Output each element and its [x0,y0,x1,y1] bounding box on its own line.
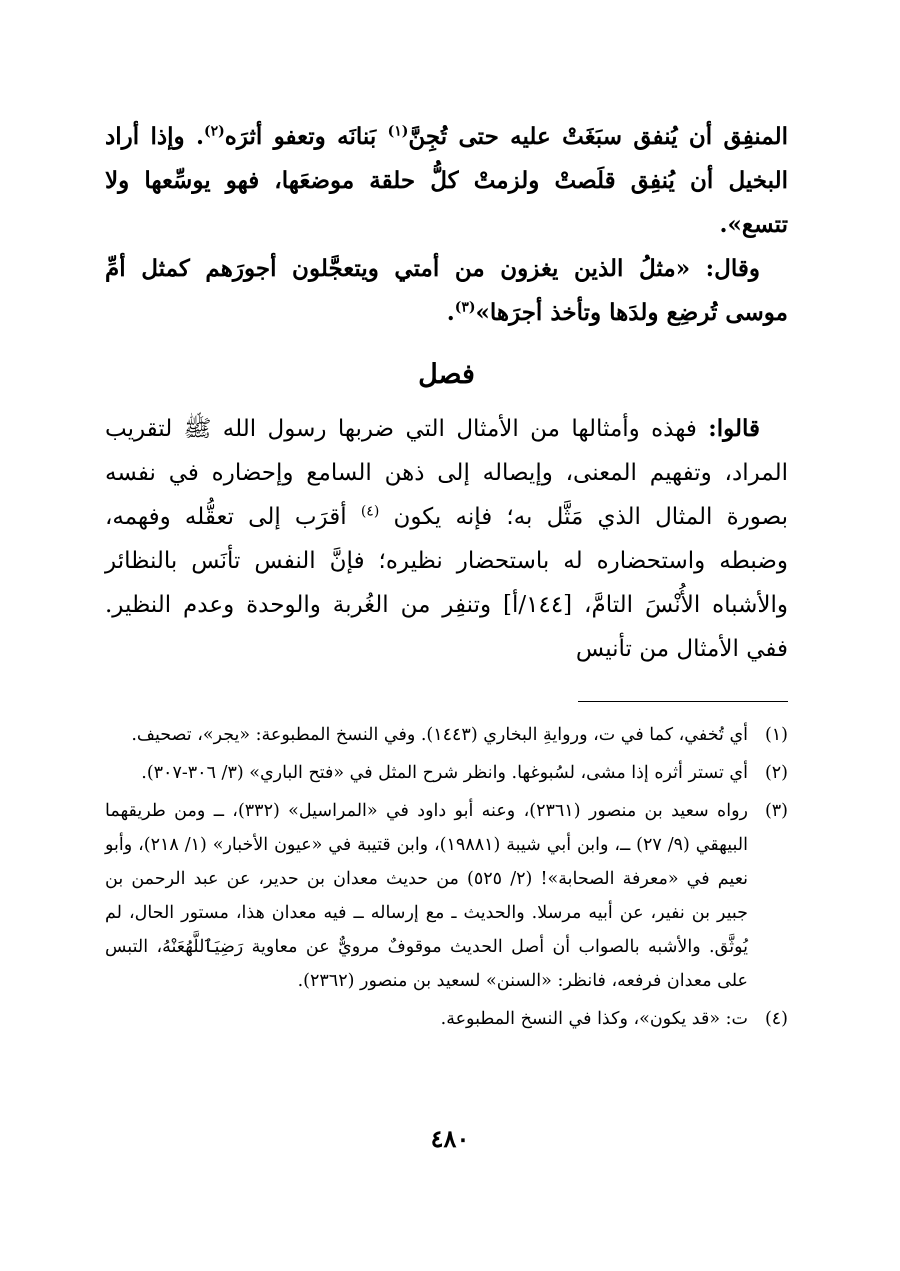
footnote-ref-3[interactable]: (٣) [454,299,476,316]
footnotes [105,718,788,1036]
footnote-number: (١) [764,725,788,745]
paragraph-2-text-b: . [446,299,455,326]
paragraph-1-text-c: . وإذا أراد البخيل أن يُنفِق قلَصتْ ولزمتْ كلُّ حلقة موضعَها، فهو يوسِّعها ولا تتسع». [105,123,788,238]
footnote-text: أي تُخفي، كما في ت، وروايةِ البخاري (١٤٤٣). وفي النسخ المطبوعة: «يجر»، تصحيف. [131,725,748,745]
page-number: ٤٨٠ [430,1124,470,1153]
footnote-text: رواه سعيد بن منصور (٢٣٦١)، وعنه أبو داود في «المراسيل» (٣٣٢)، ــ ومن طريقهما البيهقي (٩/ ٢٧) ــ، وابن أبي شيبة (١٩٨٨١)، وابن قتيبة في «عيون الأخبار» (١/ ٢١٨)، وأبو نعيم في «معرفة الصحابة»! (٢/ ٥٢٥) من حديث معدان بن حدير، عن عبد الرحمن بن جبير بن نفير، عن أبيه مرسلا. والحديث ـ مع إرساله ــ فيه معدان هذا، مستور الحال، لم يُوثَّق. والأشبه بالصواب أن أصل الحديث موقوفٌ مرويٌّ عن معاوية رَضِيَٱللَّهُعَنْهُ، التبس على معدان فرفعه، فانظر: «السنن» لسعيد بن منصور (٢٣٦٢). [105,801,749,991]
page-body [105,115,788,1040]
footnote-ref-2[interactable]: (٢) [203,123,225,140]
paragraph-3-text-b: أقرَب إلى تعقُّله وفهمه، وضبطه واستحضاره له باستحضار نظيره؛ فإنَّ النفس تأنَس بالنظائر والأشباه الأُنْسَ التامَّ، [١٤٤/أ] وتنفِر من الغُربة والوحدة وعدم النظير. ففي الأمثال من تأنيس [105,504,788,662]
paragraph-3 [105,407,788,671]
footnote [105,756,788,790]
section-title: فصل [418,359,475,390]
footnote-ref-4[interactable]: (٤) [360,503,380,520]
paragraph-2 [105,247,788,335]
footnote-number: (٤) [764,1009,788,1029]
paragraph-1 [105,115,788,247]
footnote [105,1002,788,1036]
footnote-divider [578,701,788,702]
paragraph-3-lead: قالوا: [708,415,760,442]
footnote-text: أي تستر أثره إذا مشى، لسُبوغها. وانظر شرح المثل في «فتح الباري» (٣/ ٣٠٦-٣٠٧). [141,763,748,783]
footnote-number: (٢) [764,763,788,783]
footnote [105,794,788,998]
paragraph-1-text-a: المنفِق أن يُنفق سبَغَتْ عليه حتى تُجِنَّ [408,123,788,150]
footnote [105,718,788,752]
paragraph-1-text-b: بَنانَه وتعفو أثرَه [224,123,388,150]
footnote-ref-1[interactable]: (١) [387,123,409,140]
paragraph-3-text-a: فهذه وأمثالها من الأمثال التي ضربها رسول الله ﷺ لتقريب المراد، وتفهيم المعنى، وإيصاله إلى ذهن السامع وإحضاره في نفسه بصورة المثال الذي مَثَّل به؛ فإنه يكون [105,416,788,530]
main-text [105,115,788,671]
paragraph-2-text-a: وقال: «مثلُ الذين يغزون من أمتي ويتعجَّلون أجورَهم كمثل أمِّ موسى تُرضِع ولدَها وتأخذ أجرَها» [105,255,788,326]
footnote-number: (٣) [764,801,788,821]
footnote-text: ت: «قد يكون»، وكذا في النسخ المطبوعة. [440,1009,748,1029]
